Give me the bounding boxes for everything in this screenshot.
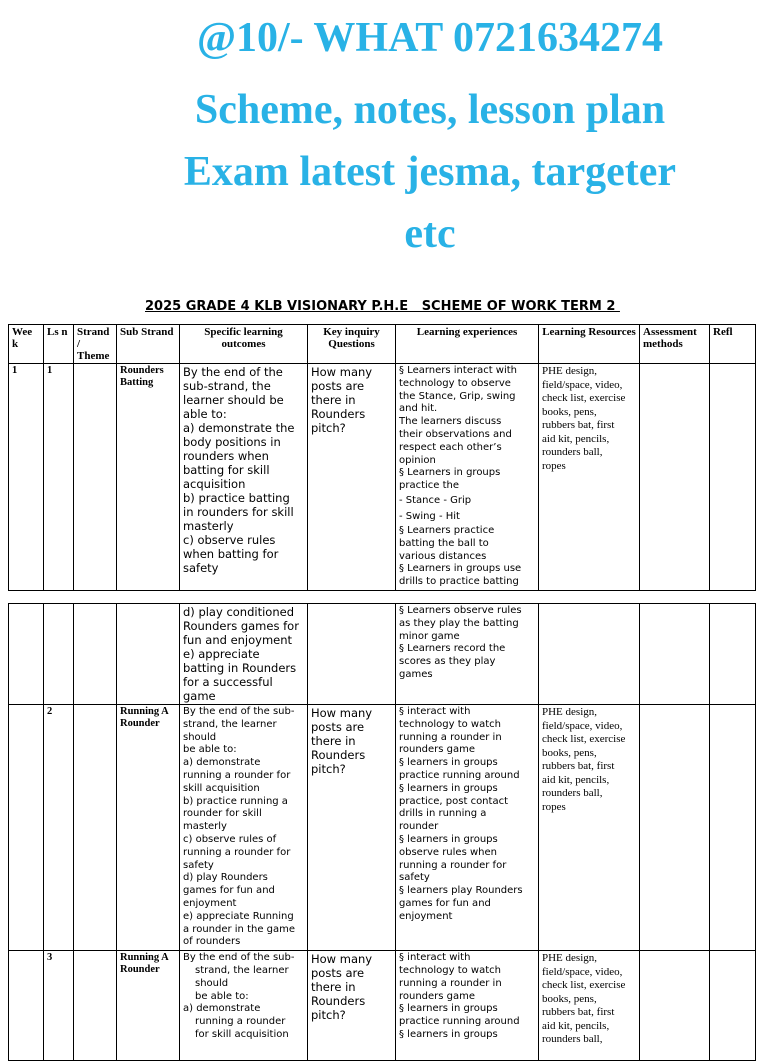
- cell-lesson: 1: [44, 364, 74, 591]
- cell-resources: PHE design, field/space, video, check list, exercise books, pens, rubbers bat, first aid kit, pencils, rounders ball, ropes: [539, 705, 640, 951]
- cell-sub-strand: Rounders Batting: [117, 364, 180, 591]
- cell-week: [9, 604, 44, 705]
- table-header-row: [9, 325, 756, 364]
- cell-resources: PHE design, field/space, video, check list, exercise books, pens, rubbers bat, first aid kit, pencils, rounders ball, ropes: [539, 364, 640, 591]
- cell-assessment: [640, 705, 710, 951]
- cell-inquiry: How many posts are there in Rounders pitch?: [308, 951, 396, 1061]
- cell-lesson: [44, 604, 74, 705]
- header-strand: Strand / Theme: [74, 325, 117, 364]
- cell-week: [9, 951, 44, 1061]
- table-row: [9, 951, 756, 1061]
- header-reflection: Refl: [710, 325, 756, 364]
- promo-line-etc: etc: [404, 211, 456, 257]
- header-lesson: Ls n: [44, 325, 74, 364]
- cell-week: [9, 705, 44, 951]
- scheme-table-part-1: [8, 324, 756, 591]
- cell-inquiry: [308, 604, 396, 705]
- header-week: Wee k: [9, 325, 44, 364]
- cell-lesson: 2: [44, 705, 74, 951]
- cell-reflection: [710, 951, 756, 1061]
- cell-reflection: [710, 604, 756, 705]
- cell-strand: [74, 364, 117, 591]
- cell-strand: [74, 951, 117, 1061]
- scheme-table-part-2: [8, 603, 756, 1061]
- cell-strand: [74, 705, 117, 951]
- cell-outcomes: By the end of the sub- strand, the learner should be able to: a) demonstrate running a rounder for skill acquisition: [180, 951, 308, 1061]
- header-inquiry: Key inquiry Questions: [308, 325, 396, 364]
- cell-outcomes: By the end of the sub- strand, the learner should be able to: a) demonstrate running a rounder for skill acquisition b) practice running a rounder for skill masterly c) observe rules of running a rounder for safety d) play Rounders games for fun and enjoyment e) appreciate Running a rounder in the game of rounders: [180, 705, 308, 951]
- cell-outcomes: By the end of the sub-strand, the learner should be able to: a) demonstrate the body positions in rounders when batting for skill acquisition b) practice batting in rounders for skill masterly c) observe rules when batting for safety: [180, 364, 308, 591]
- cell-inquiry: How many posts are there in Rounders pitch?: [308, 364, 396, 591]
- promo-line-scheme: Scheme, notes, lesson plan: [194, 87, 666, 133]
- header-outcomes: Specific learning outcomes: [180, 325, 308, 364]
- table-row: [9, 604, 756, 705]
- cell-sub-strand: Running A Rounder: [117, 951, 180, 1061]
- cell-week: 1: [9, 364, 44, 591]
- cell-reflection: [710, 364, 756, 591]
- cell-experiences: § Learners interact with technology to observe the Stance, Grip, swing and hit. The learners discuss their observations and respect each other’s opinion § Learners in groups practice the - Stance - Grip - Swing - Hit § Learners practice batting the ball to various distances § Learners in groups use drills to practice batting: [396, 364, 539, 591]
- cell-strand: [74, 604, 117, 705]
- cell-assessment: [640, 951, 710, 1061]
- header-sub-strand: Sub Strand: [117, 325, 180, 364]
- cell-resources: [539, 604, 640, 705]
- promo-phone-line: @10/- WHAT 0721634274: [196, 15, 664, 61]
- cell-resources: PHE design, field/space, video, check list, exercise books, pens, rubbers bat, first aid kit, pencils, rounders ball,: [539, 951, 640, 1061]
- cell-assessment: [640, 604, 710, 705]
- cell-experiences: § Learners observe rules as they play the batting minor game § Learners record the scores as they play games: [396, 604, 539, 705]
- header-resources: Learning Resources: [539, 325, 640, 364]
- table-row: [9, 364, 756, 591]
- cell-experiences: § interact with technology to watch running a rounder in rounders game § learners in groups practice running around § learners in groups practice, post contact drills in running a rounder § learners in groups observe rules when running a rounder for safety § learners play Rounders games for fun and enjoyment: [396, 705, 539, 951]
- cell-outcomes: d) play conditioned Rounders games for fun and enjoyment e) appreciate batting in Rounders for a successful game: [180, 604, 308, 705]
- cell-reflection: [710, 705, 756, 951]
- table-row: [9, 705, 756, 951]
- document-title: 2025 GRADE 4 KLB VISIONARY P.H.E SCHEME OF WORK TERM 2: [145, 299, 620, 314]
- promo-line-exam: Exam latest jesma, targeter: [183, 149, 677, 195]
- header-assessment: Assessment methods: [640, 325, 710, 364]
- cell-assessment: [640, 364, 710, 591]
- cell-lesson: 3: [44, 951, 74, 1061]
- cell-experiences: § interact with technology to watch running a rounder in rounders game § learners in groups practice running around § learners in groups: [396, 951, 539, 1061]
- cell-inquiry: How many posts are there in Rounders pitch?: [308, 705, 396, 951]
- cell-sub-strand: [117, 604, 180, 705]
- header-experiences: Learning experiences: [396, 325, 539, 364]
- cell-sub-strand: Running A Rounder: [117, 705, 180, 951]
